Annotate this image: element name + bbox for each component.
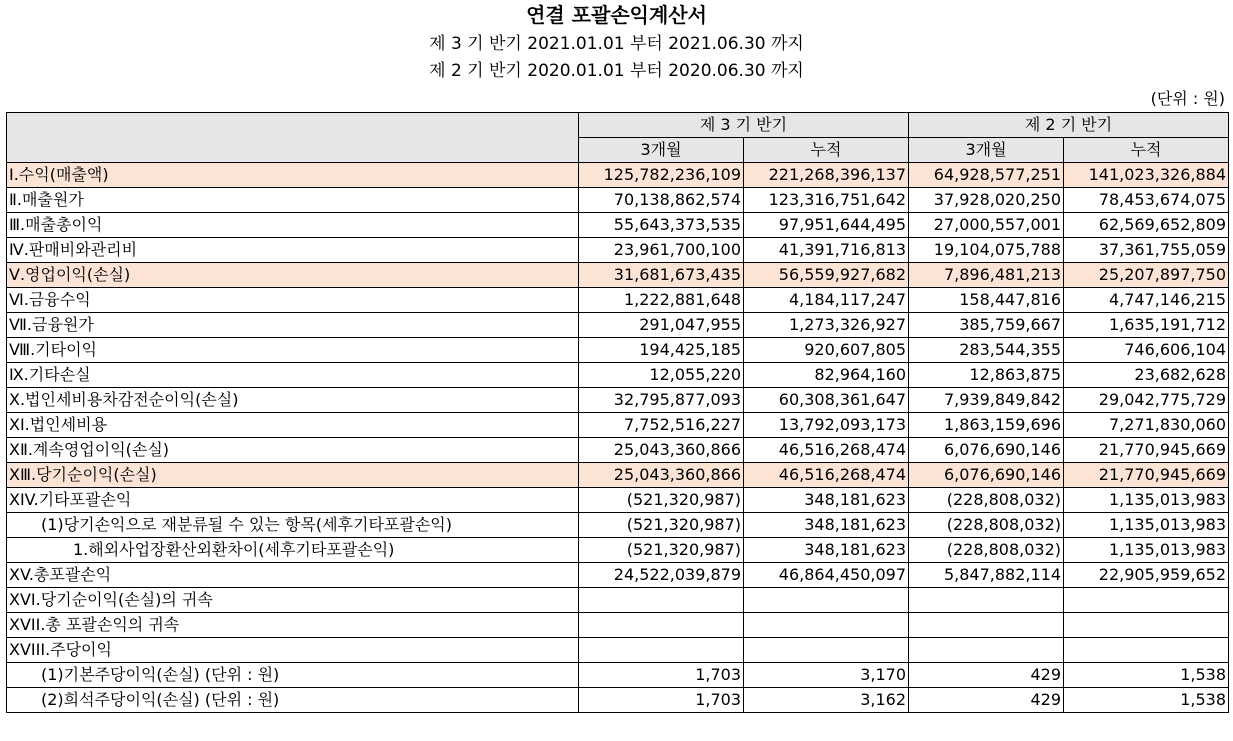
row-label: (2)희석주당이익(손실) (단위 : 원) — [7, 688, 579, 713]
row-value: 1,703 — [579, 688, 744, 713]
table-row — [7, 213, 1229, 238]
row-value: 221,268,396,137 — [744, 163, 909, 188]
row-value: 60,308,361,647 — [744, 388, 909, 413]
row-value: 283,544,355 — [909, 338, 1064, 363]
row-label: XIV.기타포괄손익 — [7, 488, 579, 513]
table-row — [7, 438, 1229, 463]
row-label: (1)기본주당이익(손실) (단위 : 원) — [7, 663, 579, 688]
row-value: 1,135,013,983 — [1064, 538, 1229, 563]
row-value: 6,076,690,146 — [909, 463, 1064, 488]
header-account — [7, 113, 579, 163]
header-prior-cum: 누적 — [1064, 138, 1229, 163]
row-value: 3,170 — [744, 663, 909, 688]
row-value — [1064, 638, 1229, 663]
row-value: 141,023,326,884 — [1064, 163, 1229, 188]
table-row — [7, 338, 1229, 363]
row-label: Ⅱ.매출원가 — [7, 188, 579, 213]
row-label: Ⅸ.기타손실 — [7, 363, 579, 388]
row-value: 21,770,945,669 — [1064, 463, 1229, 488]
row-label: XⅡ.계속영업이익(손실) — [7, 438, 579, 463]
row-label: XⅢ.당기순이익(손실) — [7, 463, 579, 488]
row-value: 62,569,652,809 — [1064, 213, 1229, 238]
table-row — [7, 313, 1229, 338]
row-value: 25,207,897,750 — [1064, 263, 1229, 288]
row-value: 70,138,862,574 — [579, 188, 744, 213]
row-label: Ⅷ.기타이익 — [7, 338, 579, 363]
header-current-cum: 누적 — [744, 138, 909, 163]
row-value: 97,951,644,495 — [744, 213, 909, 238]
row-label: Ⅵ.금융수익 — [7, 288, 579, 313]
row-value: 32,795,877,093 — [579, 388, 744, 413]
row-value: 6,076,690,146 — [909, 438, 1064, 463]
header-prior-period: 제 2 기 반기 — [909, 113, 1229, 138]
row-label: XVIII.주당이익 — [7, 638, 579, 663]
statement-title: 연결 포괄손익계산서 — [526, 3, 707, 27]
row-value: 19,104,075,788 — [909, 238, 1064, 263]
table-row — [7, 588, 1229, 613]
table-row — [7, 388, 1229, 413]
table-row — [7, 513, 1229, 538]
row-value: 13,792,093,173 — [744, 413, 909, 438]
table-row — [7, 638, 1229, 663]
row-value — [1064, 588, 1229, 613]
table-row — [7, 263, 1229, 288]
row-value: (521,320,987) — [579, 538, 744, 563]
row-value: 78,453,674,075 — [1064, 188, 1229, 213]
row-label: Ⅲ.매출총이익 — [7, 213, 579, 238]
period-prior: 제 2 기 반기 2020.01.01 부터 2020.06.30 까지 — [429, 61, 804, 81]
row-value: 27,000,557,001 — [909, 213, 1064, 238]
row-label: Ⅶ.금융원가 — [7, 313, 579, 338]
row-value: 55,643,373,535 — [579, 213, 744, 238]
row-value: 291,047,955 — [579, 313, 744, 338]
row-value — [579, 613, 744, 638]
row-value: 31,681,673,435 — [579, 263, 744, 288]
header-current-period: 제 3 기 반기 — [579, 113, 909, 138]
row-value: 22,905,959,652 — [1064, 563, 1229, 588]
row-value: 12,055,220 — [579, 363, 744, 388]
row-value: 23,682,628 — [1064, 363, 1229, 388]
row-value: (228,808,032) — [909, 488, 1064, 513]
table-row — [7, 363, 1229, 388]
row-value: 25,043,360,866 — [579, 463, 744, 488]
table-row — [7, 488, 1229, 513]
row-value: 5,847,882,114 — [909, 563, 1064, 588]
row-value: 37,361,755,059 — [1064, 238, 1229, 263]
row-value: 348,181,623 — [744, 488, 909, 513]
row-value: 158,447,816 — [909, 288, 1064, 313]
row-value: 429 — [909, 688, 1064, 713]
row-value: 920,607,805 — [744, 338, 909, 363]
row-label: XVII.총 포괄손익의 귀속 — [7, 613, 579, 638]
row-value — [909, 588, 1064, 613]
row-value: 1,222,881,648 — [579, 288, 744, 313]
header-current-3m: 3개월 — [579, 138, 744, 163]
unit-label: (단위 : 원) — [1150, 89, 1225, 108]
header-prior-3m: 3개월 — [909, 138, 1064, 163]
row-value: (228,808,032) — [909, 513, 1064, 538]
row-value: 12,863,875 — [909, 363, 1064, 388]
period-current: 제 3 기 반기 2021.01.01 부터 2021.06.30 까지 — [429, 34, 804, 54]
row-value: 746,606,104 — [1064, 338, 1229, 363]
row-value: 1,703 — [579, 663, 744, 688]
income-statement-table — [6, 112, 1229, 713]
row-value: 37,928,020,250 — [909, 188, 1064, 213]
row-value: 429 — [909, 663, 1064, 688]
row-value: 1,538 — [1064, 688, 1229, 713]
table-row — [7, 688, 1229, 713]
table-row — [7, 538, 1229, 563]
row-value: (521,320,987) — [579, 488, 744, 513]
row-value: 64,928,577,251 — [909, 163, 1064, 188]
row-label: Ⅳ.판매비와관리비 — [7, 238, 579, 263]
table-row — [7, 238, 1229, 263]
row-label: XV.총포괄손익 — [7, 563, 579, 588]
row-value: 7,939,849,842 — [909, 388, 1064, 413]
row-value: 123,316,751,642 — [744, 188, 909, 213]
row-value: 46,864,450,097 — [744, 563, 909, 588]
row-value: 24,522,039,879 — [579, 563, 744, 588]
row-value — [744, 613, 909, 638]
row-value: 348,181,623 — [744, 538, 909, 563]
row-value: 56,559,927,682 — [744, 263, 909, 288]
row-value: 194,425,185 — [579, 338, 744, 363]
table-row — [7, 413, 1229, 438]
header-row-periods — [7, 113, 1229, 138]
row-value: 7,752,516,227 — [579, 413, 744, 438]
row-value: 21,770,945,669 — [1064, 438, 1229, 463]
row-value: 125,782,236,109 — [579, 163, 744, 188]
row-value: 23,961,700,100 — [579, 238, 744, 263]
row-value: 41,391,716,813 — [744, 238, 909, 263]
row-value — [744, 638, 909, 663]
row-label: Ⅹ.법인세비용차감전순이익(손실) — [7, 388, 579, 413]
table-row — [7, 663, 1229, 688]
row-value: 25,043,360,866 — [579, 438, 744, 463]
row-value — [579, 588, 744, 613]
row-value: 1,273,326,927 — [744, 313, 909, 338]
row-value: 29,042,775,729 — [1064, 388, 1229, 413]
row-value: 1,135,013,983 — [1064, 513, 1229, 538]
row-value: 4,184,117,247 — [744, 288, 909, 313]
row-value — [1064, 613, 1229, 638]
row-label: XI.법인세비용 — [7, 413, 579, 438]
row-value: 348,181,623 — [744, 513, 909, 538]
table-row — [7, 563, 1229, 588]
row-label: (1)당기손익으로 재분류될 수 있는 항목(세후기타포괄손익) — [7, 513, 579, 538]
statement-body — [7, 163, 1229, 713]
row-label: Ⅰ.수익(매출액) — [7, 163, 579, 188]
row-value: 385,759,667 — [909, 313, 1064, 338]
row-value: 3,162 — [744, 688, 909, 713]
table-row — [7, 163, 1229, 188]
table-row — [7, 288, 1229, 313]
row-value: 1,635,191,712 — [1064, 313, 1229, 338]
row-value: 4,747,146,215 — [1064, 288, 1229, 313]
row-value: (521,320,987) — [579, 513, 744, 538]
row-value: 46,516,268,474 — [744, 438, 909, 463]
row-value — [909, 613, 1064, 638]
row-label: XVI.당기순이익(손실)의 귀속 — [7, 588, 579, 613]
row-value: 82,964,160 — [744, 363, 909, 388]
row-value: 7,271,830,060 — [1064, 413, 1229, 438]
row-value: 46,516,268,474 — [744, 463, 909, 488]
table-row — [7, 613, 1229, 638]
row-value: 1,863,159,696 — [909, 413, 1064, 438]
table-row — [7, 188, 1229, 213]
row-value: 7,896,481,213 — [909, 263, 1064, 288]
row-value — [744, 588, 909, 613]
row-label: 1.해외사업장환산외환차이(세후기타포괄손익) — [7, 538, 579, 563]
row-value — [909, 638, 1064, 663]
row-value: (228,808,032) — [909, 538, 1064, 563]
row-value: 1,538 — [1064, 663, 1229, 688]
row-value: 1,135,013,983 — [1064, 488, 1229, 513]
row-value — [579, 638, 744, 663]
row-label: Ⅴ.영업이익(손실) — [7, 263, 579, 288]
table-row — [7, 463, 1229, 488]
